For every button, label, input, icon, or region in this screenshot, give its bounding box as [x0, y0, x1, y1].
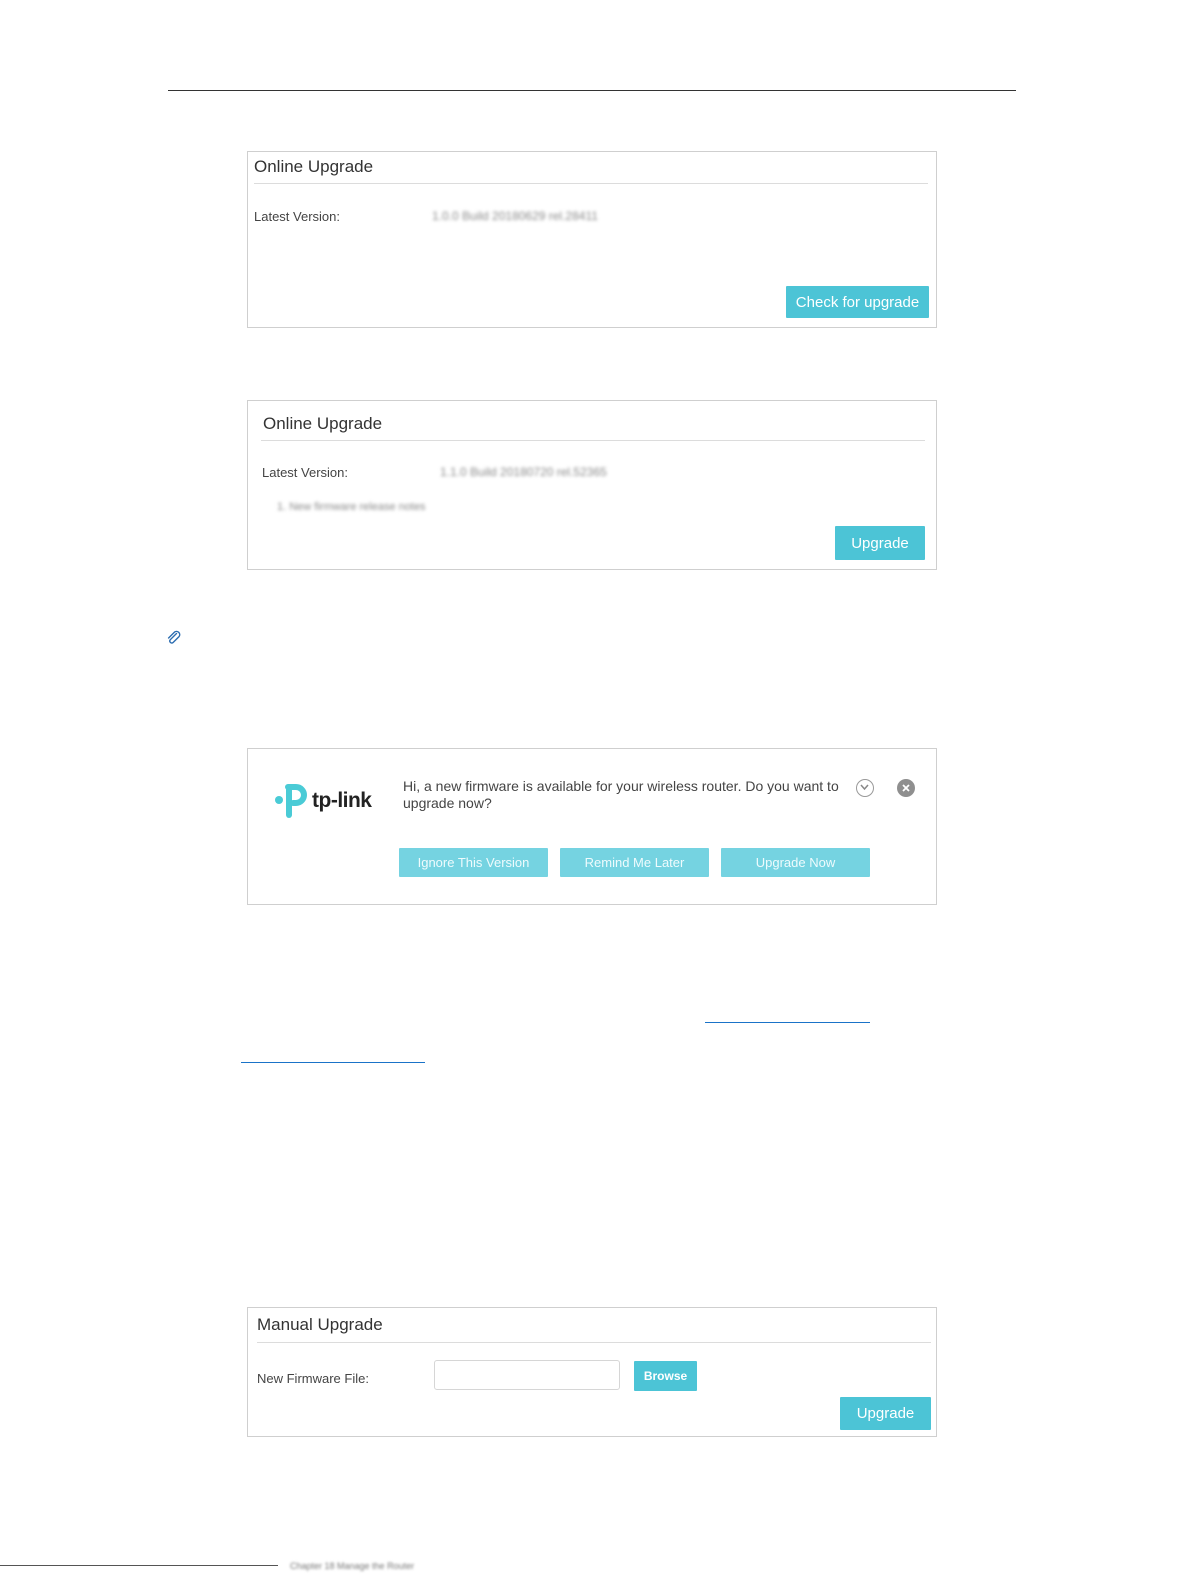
- footer-text: Chapter 18 Manage the Router: [290, 1561, 415, 1571]
- check-for-upgrade-button[interactable]: Check for upgrade: [786, 286, 929, 318]
- latest-version-value: 1.1.0 Build 20180720 rel.52365: [440, 465, 607, 479]
- paperclip-icon: [166, 630, 182, 646]
- panel-title: Manual Upgrade: [257, 1315, 383, 1334]
- release-notes-link[interactable]: 1. New firmware release notes: [277, 501, 426, 513]
- chevron-down-circle-icon[interactable]: [856, 779, 874, 797]
- latest-version-value: 1.0.0 Build 20180629 rel.28411: [432, 209, 598, 223]
- panel-title: Online Upgrade: [263, 414, 383, 433]
- footer-rule: [0, 1565, 278, 1566]
- firmware-notification-panel: [247, 748, 937, 905]
- hyperlink-underline[interactable]: [241, 1062, 425, 1063]
- latest-version-label: Latest Version:: [262, 465, 348, 480]
- title-divider: [261, 440, 925, 441]
- close-circle-icon[interactable]: [897, 779, 915, 797]
- upgrade-now-button[interactable]: Upgrade Now: [721, 848, 870, 877]
- new-firmware-file-label: New Firmware File:: [257, 1371, 369, 1386]
- panel-title: Online Upgrade: [254, 157, 374, 176]
- upgrade-button[interactable]: Upgrade: [835, 526, 925, 560]
- manual-upgrade-panel: [247, 1307, 937, 1437]
- latest-version-label: Latest Version:: [254, 209, 340, 224]
- hyperlink-underline[interactable]: [705, 1022, 870, 1023]
- ignore-this-version-button[interactable]: Ignore This Version: [399, 848, 548, 877]
- tp-link-logo-icon: [274, 779, 310, 819]
- header-rule: [168, 90, 1016, 91]
- title-divider: [257, 1342, 931, 1343]
- remind-me-later-button[interactable]: Remind Me Later: [560, 848, 709, 877]
- tp-link-logo-text: tp-link: [312, 789, 372, 812]
- firmware-file-input[interactable]: [434, 1360, 620, 1390]
- title-divider: [254, 183, 928, 184]
- online-upgrade-available-panel: [247, 400, 937, 570]
- online-upgrade-check-panel: [247, 151, 937, 328]
- browse-button[interactable]: Browse: [634, 1361, 697, 1391]
- upgrade-button[interactable]: Upgrade: [840, 1397, 931, 1430]
- notification-message: Hi, a new firmware is available for your wireless router. Do you want to upgrade now?: [403, 778, 839, 811]
